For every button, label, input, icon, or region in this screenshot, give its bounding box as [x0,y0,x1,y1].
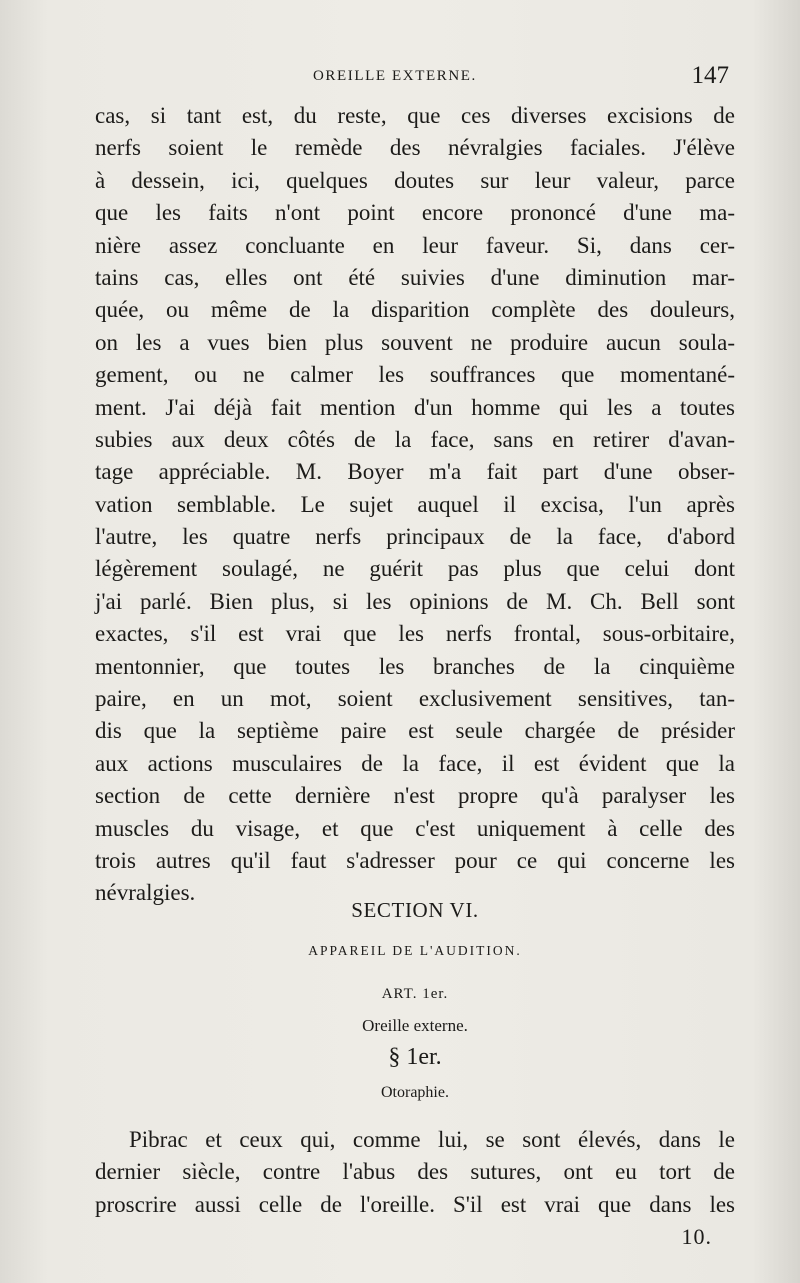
text-line: tage appréciable. M. Boyer m'a fait part d'une obser- [95,459,735,485]
text-line: paire, en un mot, soient exclusivement sensitives, tan- [95,686,735,712]
text-line: vation semblable. Le sujet auquel il excisa, l'un après [95,491,735,517]
page-number: 147 [691,62,729,89]
text-line: trois autres qu'il faut s'adresser pour ce qui concerne les [95,847,735,873]
running-title: OREILLE EXTERNE. [313,68,477,84]
article-title: Oreille externe. [362,1016,468,1035]
text-line: à dessein, ici, quelques doutes sur leur valeur, parce [95,167,735,193]
text-line: légèrement soulagé, ne guérit pas plus que celui dont [95,556,735,582]
text-line: l'autre, les quatre nerfs principaux de la face, d'abord [95,524,735,550]
text-line: dis que la septième paire est seule chargée de présider [95,718,735,744]
section-headings [95,0,735,1283]
text-line: tains cas, elles ont été suivies d'une diminution mar- [95,264,735,290]
paragraph-2 [95,1124,735,1221]
text-line: ment. J'ai déjà fait mention d'un homme qui les a toutes [95,394,735,420]
text-line: exactes, s'il est vrai que les nerfs frontal, sous-orbitaire, [95,621,735,647]
signature-mark: 10. [681,1224,712,1249]
text-line: muscles du visage, et que c'est uniquement à celle des [95,815,735,841]
text-line: subies aux deux côtés de la face, sans en retirer d'avan- [95,426,735,452]
paragraph-mark: § 1er. [388,1044,442,1070]
text-line: on les a vues bien plus souvent ne produire aucun soula- [95,329,735,355]
article-heading: ART. 1er. [381,986,449,1002]
text-line: mentonnier, que toutes les branches de la cinquième [95,653,735,679]
text-line: nière assez concluante en leur faveur. Si, dans cer- [95,232,735,258]
text-line: dernier siècle, contre l'abus des sutures, ont eu tort de [95,1159,735,1185]
topic-heading: Otoraphie. [381,1084,449,1101]
text-line: proscrire aussi celle de l'oreille. S'il est vrai que dans les [95,1191,735,1217]
text-line: quée, ou même de la disparition complète des douleurs, [95,297,735,323]
text-line: j'ai parlé. Bien plus, si les opinions de M. Ch. Bell sont [95,588,735,614]
section-subtitle: APPAREIL DE L'AUDITION. [308,943,522,958]
text-line: gement, ou ne calmer les souffrances que momentané- [95,362,735,388]
text-line: section de cette dernière n'est propre qu'à paralyser les [95,783,735,809]
section-title: SECTION VI. [351,898,479,922]
text-line: cas, si tant est, du reste, que ces diverses excisions de [95,103,735,128]
text-line: nerfs soient le remède des névralgies faciales. J'élève [95,135,735,161]
text-line: que les faits n'ont point encore prononcé d'une ma- [95,200,735,226]
text-line: aux actions musculaires de la face, il est évident que la [95,750,735,776]
text-line: névralgies. [95,880,196,906]
text-line: Pibrac et ceux qui, comme lui, se sont élevés, dans le [129,1127,735,1152]
